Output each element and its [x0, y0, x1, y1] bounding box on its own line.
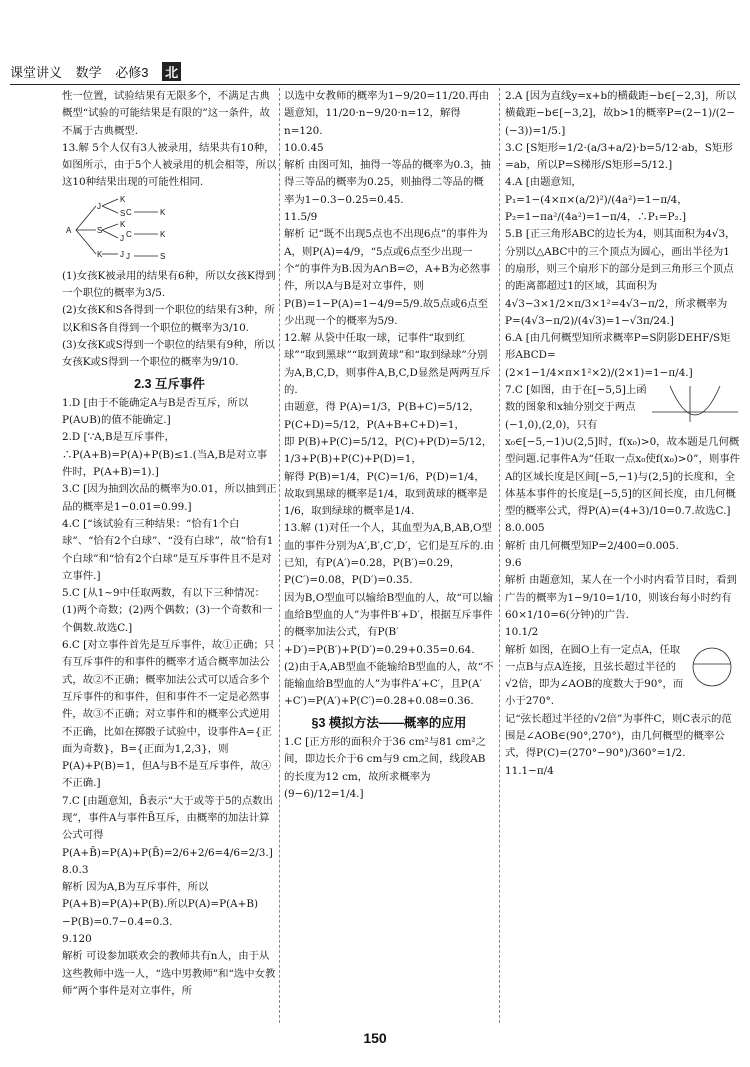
answer-text: 4.C [“该试验有三种结果：“恰有1个白球”、“恰有2个白球”、“没有白球”，故“恰有1个白球”和“恰有2个白球”是互斥事件且不是对立事件.] — [62, 517, 274, 582]
svg-text:K: K — [160, 229, 166, 239]
section-heading: 2.3 互斥事件 — [134, 376, 205, 391]
answer-text: 7.C [由题意知，B̄表示“大于或等于5的点数出现”，事件A与事件B̄互斥，由概率的加法计算公式可得P(A+B̄)=P(A)+P(B̄)=2/6+2/6=4/6=2/3.] — [62, 794, 274, 859]
answer-text: 11.5/9 — [284, 211, 318, 224]
answer-text: 解析 由题意知，某人在一个小时内看节目时，看到广告的概率为1−9/10=1/10，则该台每小时约有60×1/10=6(分钟)的广告. — [505, 574, 737, 621]
svg-text:K: K — [97, 249, 103, 259]
answer-text: 2.D [∵A,B是互斥事件，∴P(A+B)=P(A)+P(B)≤1.(当A,B是对立事件时，P(A+B)=1).] — [62, 431, 268, 479]
svg-text:S: S — [120, 208, 126, 218]
edition-badge: 北 — [162, 62, 181, 81]
answer-text: (2)由于A,AB型血不能输给B型血的人，故“不能输血给B型血的人”为事件A′+C′，且P(A′+C′)=P(A′)+P(C′)=0.28+0.08=0.36. — [284, 660, 494, 708]
volume-label: 必修3 — [115, 65, 149, 80]
answer-text: 解得 P(B)=1/4，P(C)=1/6，P(D)=1/4， — [284, 470, 485, 483]
answer-text: (1)女孩K被录用的结果有6种，所以女孩K得到一个职位的概率为3/5. — [62, 269, 276, 300]
answer-text: 13.解 5个人仅有3人被录用，结果共有10种，如图所示，由于5个人被录用的机会相等，所以这10种结果出现的可能性相同. — [62, 141, 277, 189]
answer-text: 因为B,O型血可以输给B型血的人，故“可以输血给B型血的人”为事件B′+D′，根据互斥事件的概率加法公式，有P(B′+D′)=P(B′)+P(D′)=0.29+0.35=0.64. — [284, 591, 494, 656]
parabola-figure — [650, 384, 740, 424]
answer-text: 5.B [正三角形ABC的边长为4，则其面积为4√3，分别以△ABC中的三个顶点为圆心，画出半径为1的扇形，则三个扇形下的部分是到三角形三个顶点的距离都超过1的区域，其面积为4√3−3×1/2×π/3×1²=4√3−π/2，所求概率为P=(4√3−π/2)/(4√3)=1−√3π/24.] — [505, 228, 736, 327]
answer-text: 3.C [因为抽到次品的概率为0.01，所以抽到正品的概率是1−0.01=0.99.] — [62, 483, 277, 513]
svg-text:J: J — [120, 249, 124, 259]
page-number: 150 — [363, 1030, 387, 1046]
svg-text:A: A — [66, 225, 72, 235]
answer-text: 8.0.005 — [505, 522, 545, 535]
answer-text: 解析 可设参加联欢会的教师共有n人，由于从这些教师中选一人，“选中男教师”和“选中女教师”两个事件是对立事件，所 — [62, 950, 276, 997]
answer-text: 12.解 从袋中任取一球，记事件“取到红球”“取到黑球”“取到黄球”和“取到绿球”分别为A,B,C,D，则事件A,B,C,D显然是两两互斥的. — [284, 332, 491, 397]
svg-text:J: J — [126, 251, 130, 261]
answer-text: (3)女孩K或S得到一个职位的结果有9种，所以女孩K或S得到一个职位的概率为9/10. — [62, 338, 275, 369]
column-divider — [279, 88, 280, 1023]
column-divider — [499, 88, 500, 1023]
svg-text:K: K — [160, 207, 166, 217]
answer-text: 解析 如图，在圆O上有一定点A，任取一点B与点A连接，且弦长超过半径的√2倍，即为∠AOB的度数大于90°，而小于270°. — [505, 643, 684, 708]
answer-text: 解析 由图可知，抽得一等品的概率为0.3，抽得三等品的概率为0.25，则抽得二等品的概率为1−0.3−0.25=0.45. — [284, 159, 491, 206]
answer-text: 10.1/2 — [505, 626, 539, 639]
answer-text: 5.C [从1~9中任取两数，有以下三种情况：(1)两个奇数；(2)两个偶数；(3)一个奇数和一个偶数.故选C.] — [62, 587, 273, 634]
answer-text: 3.C [S矩形=1/2·(a/3+a/2)·b=5/12·ab，S矩形=ab，所以P=S梯形/S矩形=5/12.] — [505, 141, 733, 172]
book-title: 课堂讲义 — [10, 65, 63, 80]
svg-text:J: J — [120, 233, 124, 243]
tree-diagram — [62, 194, 182, 266]
subject-label: 数学 — [75, 65, 102, 80]
answer-text: 解析 记“既不出现5点也不出现6点”的事件为A，则P(A)=4/9，“5点或6点至少出现一个”的事件为B.因为A∩B=∅，A+B为必然事件，所以A与B是对立事件，则P(B)=1−P(A)=1−4/9=5/9.故5点或6点至少出现一个的概率为5/9. — [284, 228, 491, 327]
svg-text:K: K — [120, 194, 126, 204]
svg-text:S: S — [160, 251, 166, 261]
svg-text:K: K — [120, 219, 126, 229]
answer-text: 解析 由几何概型知P=2/400=0.005. — [505, 539, 679, 552]
answer-text: 2.A [因为直线y=x+b的横截距−b∈[−2,3]，所以横截距−b∈[−3,2]，故b>1的概率P=(2−1)/(2−(−3))=1/5.] — [505, 90, 737, 137]
answer-text: 8.0.3 — [62, 863, 89, 876]
answer-text: 故取到黑球的概率是1/4，取到黄球的概率是1/6，取到绿球的概率是1/4. — [284, 487, 488, 518]
answer-text: (2)女孩K和S各得到一个职位的结果有3种，所以K和S各自得到一个职位的概率为3/10. — [62, 304, 275, 334]
page-header — [10, 62, 740, 85]
column-right — [505, 88, 740, 780]
answer-text: 解析 因为A,B为互斥事件，所以P(A+B)=P(A)+P(B).所以P(A)=P(A+B)−P(B)=0.7−0.4=0.3. — [62, 881, 259, 928]
column-left — [62, 88, 277, 1000]
answer-text: 记“弦长超过半径的√2倍”为事件C，则C表示的范围是∠AOB∈(90°,270°)，由几何概型的概率公式，得P(C)=(270°−90°)/360°=1/2. — [505, 712, 732, 760]
answer-text: 9.6 — [505, 557, 522, 570]
answer-text: 性一位置，试验结果有无限多个，不满足古典概型“试验的可能结果是有限的”这一条件，故不属于古典概型. — [62, 90, 271, 137]
answer-text: 1.D [由于不能确定A与B是否互斥，所以P(A∪B)的值不能确定.] — [62, 396, 249, 427]
section-heading: §3 模拟方法——概率的应用 — [311, 715, 467, 730]
answer-text: 即 P(B)+P(C)=5/12，P(C)+P(D)=5/12，1/3+P(B)+P(C)+P(D)=1， — [284, 435, 493, 466]
svg-text:C: C — [126, 229, 132, 239]
answer-text: 由题意，得 P(A)=1/3，P(B+C)=5/12，P(C+D)=5/12，P(A+B+C+D)=1， — [284, 401, 480, 431]
answer-text: 以选中女教师的概率为1−9/20=11/20.再由题意知，11/20·n−9/20·n=12，解得n=120. — [284, 90, 490, 137]
answer-text: 7.C [如图，由于在[−5,5]上函数的图象和x轴分别交于两点(−1,0),(2,0)，只有x₀∈[−5,−1)∪(2,5]时，f(x₀)>0，故本题是几何概型问题.记事件A为“任取一点x₀使f(x₀)>0”，则事件A的区域长度是区间[−5,−1)与(2,5]的长度和，全体基本事件的长度是[−5,5]的区间长度，由几何概型的概率公式，得P(A)=(4+3)/10=0.7.故选C.] — [505, 384, 741, 518]
svg-text:C: C — [126, 207, 132, 217]
svg-text:S: S — [97, 225, 103, 235]
answer-text: 6.C [对立事件首先是互斥事件，故①正确；只有互斥事件的和事件的概率才适合概率加法公式，故②不正确；概率加法公式可以适合多个互斥事件的和事件，但和事件不一定是必然事件，故③不正确；对立事件和的概率公式逆用不正确，比如在掷骰子试验中，设事件A={正面为奇数}，B={正面为1,2,3}，则P(A)+P(B)=1，但A与B不是互斥事件，故④不正确.] — [62, 639, 275, 790]
answer-text: 13.解 (1)对任一个人，其血型为A,B,AB,O型血的事件分别为A′,B′,C′,D′，它们是互斥的.由已知，有P(A′)=0.28，P(B′)=0.29，P(C′)=0.08，P(D′)=0.35. — [284, 522, 494, 587]
answer-text: 11.1−π/4 — [505, 764, 554, 777]
answer-text: 6.A [由几何概型知所求概率P=S阴影DEHF/S矩形ABCD=(2×1−1/4×π×1²×2)/(2×1)=1−π/4.] — [505, 332, 731, 379]
answer-text: 10.0.45 — [284, 141, 324, 154]
answer-text: 4.A [由题意知，P₁=1−(4×π×(a/2)²)/(4a²)=1−π/4，P₂=1−πa²/(4a²)=1−π/4，∴P₁=P₂.] — [505, 176, 688, 224]
answer-text: 1.C [正方形的面积介于36 cm²与81 cm²之间，即边长介于6 cm与9 cm之间，线段AB的长度为12 cm，故所求概率为(9−6)/12=1/4.] — [284, 735, 486, 800]
answer-text: 9.120 — [62, 933, 92, 946]
column-middle — [284, 88, 494, 803]
svg-text:J: J — [97, 201, 101, 211]
circle-figure — [684, 644, 740, 690]
